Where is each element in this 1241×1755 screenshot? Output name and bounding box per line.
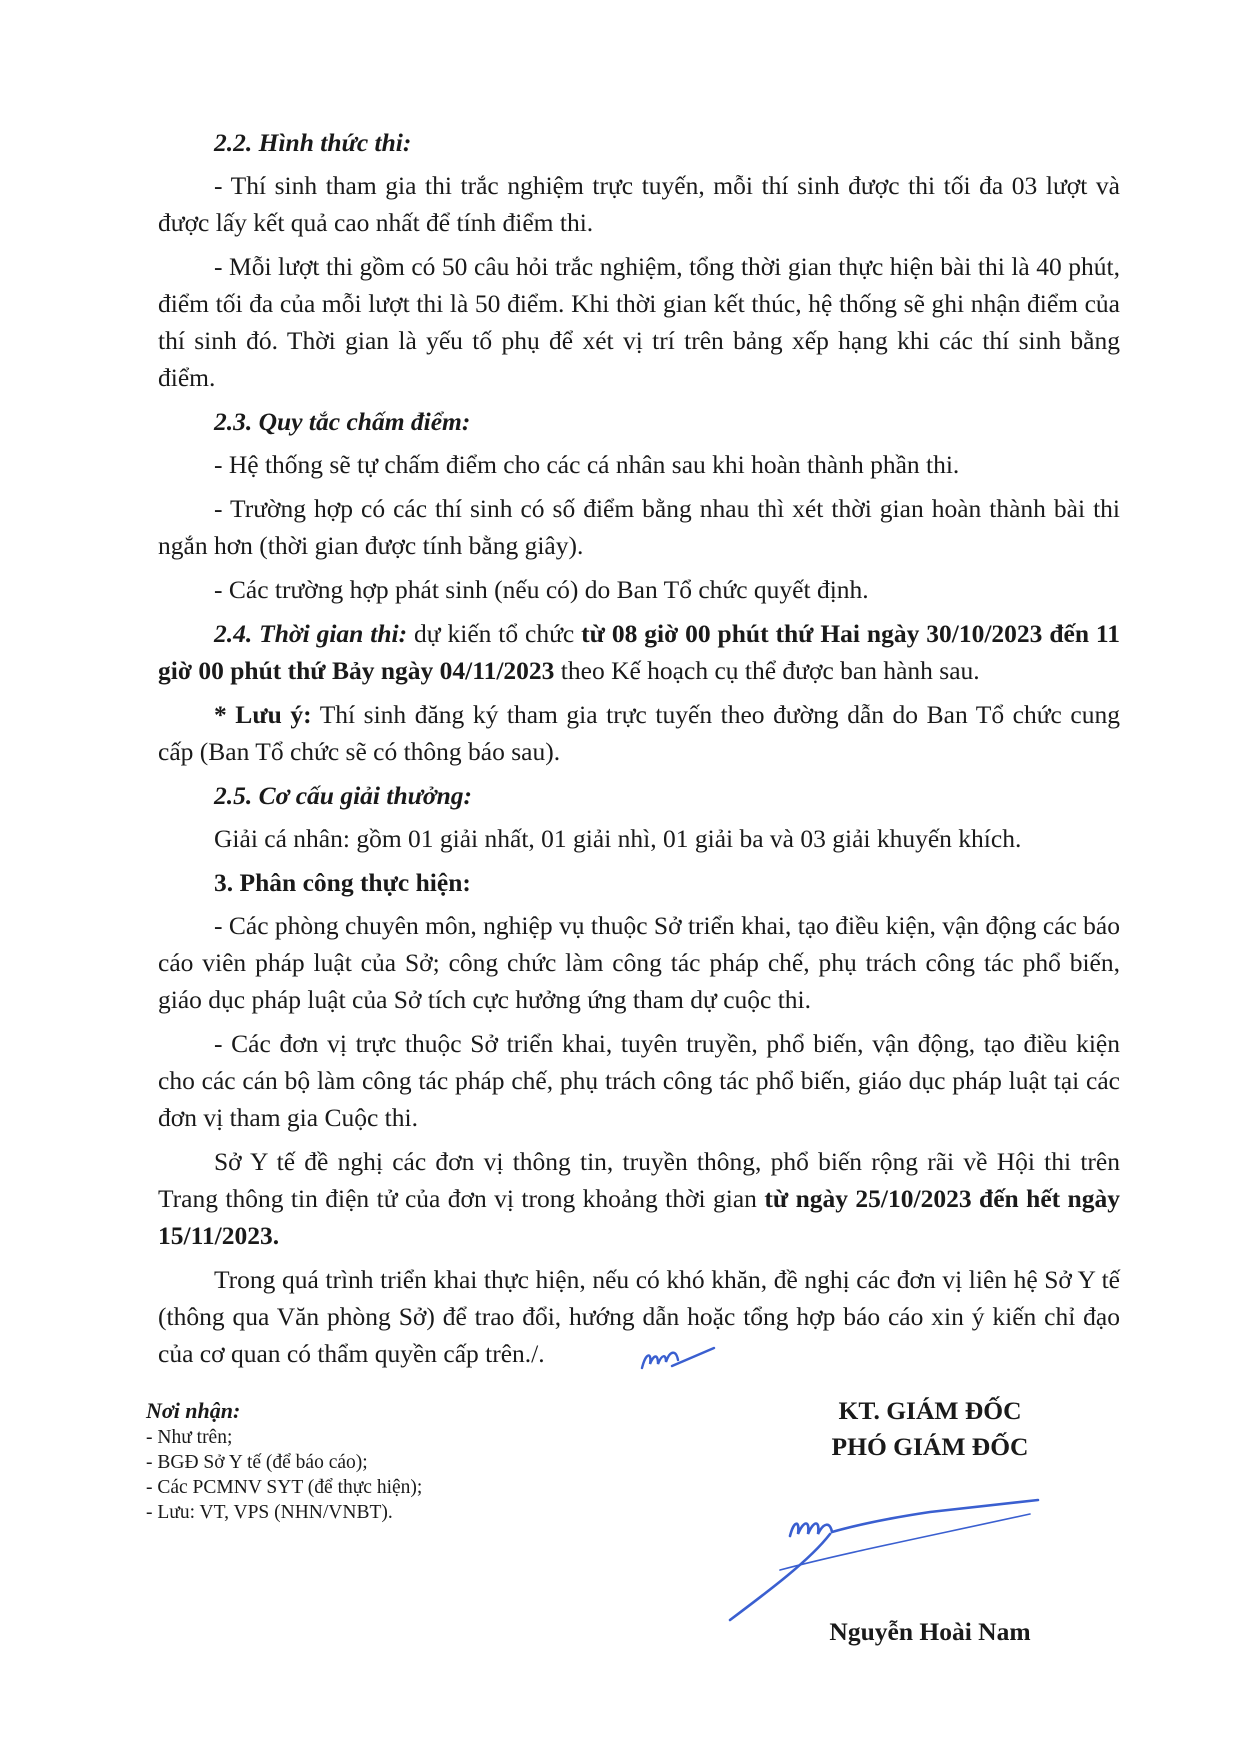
note-paragraph: * Lưu ý: Thí sinh đăng ký tham gia trực tuyến theo đường dẫn do Ban Tổ chức cung cấp (Ban Tổ chức sẽ có thông báo sau). xyxy=(158,700,1120,766)
recipients-block xyxy=(146,1397,586,1525)
section-2-3-paragraph-1: - Hệ thống sẽ tự chấm điểm cho các cá nhân sau khi hoàn thành phần thi. xyxy=(214,450,960,479)
note-label: * Lưu ý: xyxy=(214,700,312,729)
section-2-3-heading: 2.3. Quy tắc chấm điểm: xyxy=(214,407,471,436)
recipient-item: - Lưu: VT, VPS (NHN/VNBT). xyxy=(146,1502,393,1523)
document-body xyxy=(158,124,1120,1379)
section-2-3-paragraph-3: - Các trường hợp phát sinh (nếu có) do Ban Tổ chức quyết định. xyxy=(214,575,869,604)
recipient-item: - Các PCMNV SYT (để thực hiện); xyxy=(146,1477,423,1498)
section-3-paragraph-2: - Các đơn vị trực thuộc Sở triển khai, tuyên truyền, phổ biến, vận động, tạo điều kiện cho các cán bộ làm công tác pháp chế, phụ trách công tác phổ biến, giáo dục pháp luật tại các đơn vị tham gia Cuộc thi. xyxy=(158,1029,1120,1132)
handwritten-signature-icon xyxy=(720,1490,1050,1630)
recipient-item: - Như trên; xyxy=(146,1427,233,1448)
section-2-4-label: 2.4. Thời gian thi: xyxy=(214,619,408,648)
section-2-4-paragraph: 2.4. Thời gian thi: dự kiến tổ chức từ 08 giờ 00 phút thứ Hai ngày 30/10/2023 đến 11 giờ 00 phút thứ Bảy ngày 04/11/2023 theo Kế hoạch cụ thể được ban hành sau. xyxy=(158,619,1121,685)
initial-mark-icon xyxy=(636,1338,716,1378)
section-3-heading: 3. Phân công thực hiện: xyxy=(214,868,471,897)
signer-title-block xyxy=(760,1393,1100,1465)
section-2-2-paragraph-1: - Thí sinh tham gia thi trắc nghiệm trực tuyến, mỗi thí sinh được thi tối đa 03 lượt và được lấy kết quả cao nhất để tính điểm thi. xyxy=(158,171,1120,237)
section-3-paragraph-1: - Các phòng chuyên môn, nghiệp vụ thuộc Sở triển khai, tạo điều kiện, vận động các báo cáo viên pháp luật của Sở; công chức làm công tác pháp chế, phụ trách công tác phổ biến, giáo dục pháp luật của Sở tích cực hưởng ứng tham dự cuộc thi. xyxy=(158,911,1120,1014)
closing-paragraph: Trong quá trình triển khai thực hiện, nếu có khó khăn, đề nghị các đơn vị liên hệ Sở Y tế (thông qua Văn phòng Sở) để trao đổi, hướng dẫn hoặc tổng hợp báo cáo xin ý kiến chỉ đạo của cơ quan có thẩm quyền cấp trên./. xyxy=(158,1265,1120,1368)
publicity-period: từ ngày 25/10/2023 đến hết ngày 15/11/2023. xyxy=(158,1184,1120,1250)
exam-time-range: từ 08 giờ 00 phút thứ Hai ngày 30/10/2023 đến 11 giờ 00 phút thứ Bảy ngày 04/11/2023 xyxy=(158,619,1121,685)
signer-name: Nguyễn Hoài Nam xyxy=(829,1617,1031,1646)
section-2-3-paragraph-2: - Trường hợp có các thí sinh có số điểm bằng nhau thì xét thời gian hoàn thành bài thi ngắn hơn (thời gian được tính bằng giây). xyxy=(158,494,1120,560)
signer-title-line-2: PHÓ GIÁM ĐỐC xyxy=(831,1432,1029,1461)
section-2-2-paragraph-2: - Mỗi lượt thi gồm có 50 câu hỏi trắc nghiệm, tổng thời gian thực hiện bài thi là 40 phút, điểm tối đa của mỗi lượt thi là 50 điểm. Khi thời gian kết thúc, hệ thống sẽ ghi nhận điểm của thí sinh đó. Thời gian là yếu tố phụ để xét vị trí trên bảng xếp hạng khi các thí sinh bằng điểm. xyxy=(158,252,1120,392)
signer-title-line-1: KT. GIÁM ĐỐC xyxy=(838,1396,1022,1425)
section-2-5-heading: 2.5. Cơ cấu giải thưởng: xyxy=(214,781,473,810)
publicity-paragraph: Sở Y tế đề nghị các đơn vị thông tin, truyền thông, phổ biến rộng rãi về Hội thi trên Trang thông tin điện tử của đơn vị trong khoảng thời gian từ ngày 25/10/2023 đến hết ngày 15/11/2023. xyxy=(158,1147,1120,1250)
recipient-item: - BGĐ Sở Y tế (để báo cáo); xyxy=(146,1452,368,1473)
recipients-title: Nơi nhận: xyxy=(146,1398,241,1423)
section-2-2-heading: 2.2. Hình thức thi: xyxy=(214,128,412,157)
section-2-5-paragraph: Giải cá nhân: gồm 01 giải nhất, 01 giải nhì, 01 giải ba và 03 giải khuyến khích. xyxy=(214,824,1022,853)
